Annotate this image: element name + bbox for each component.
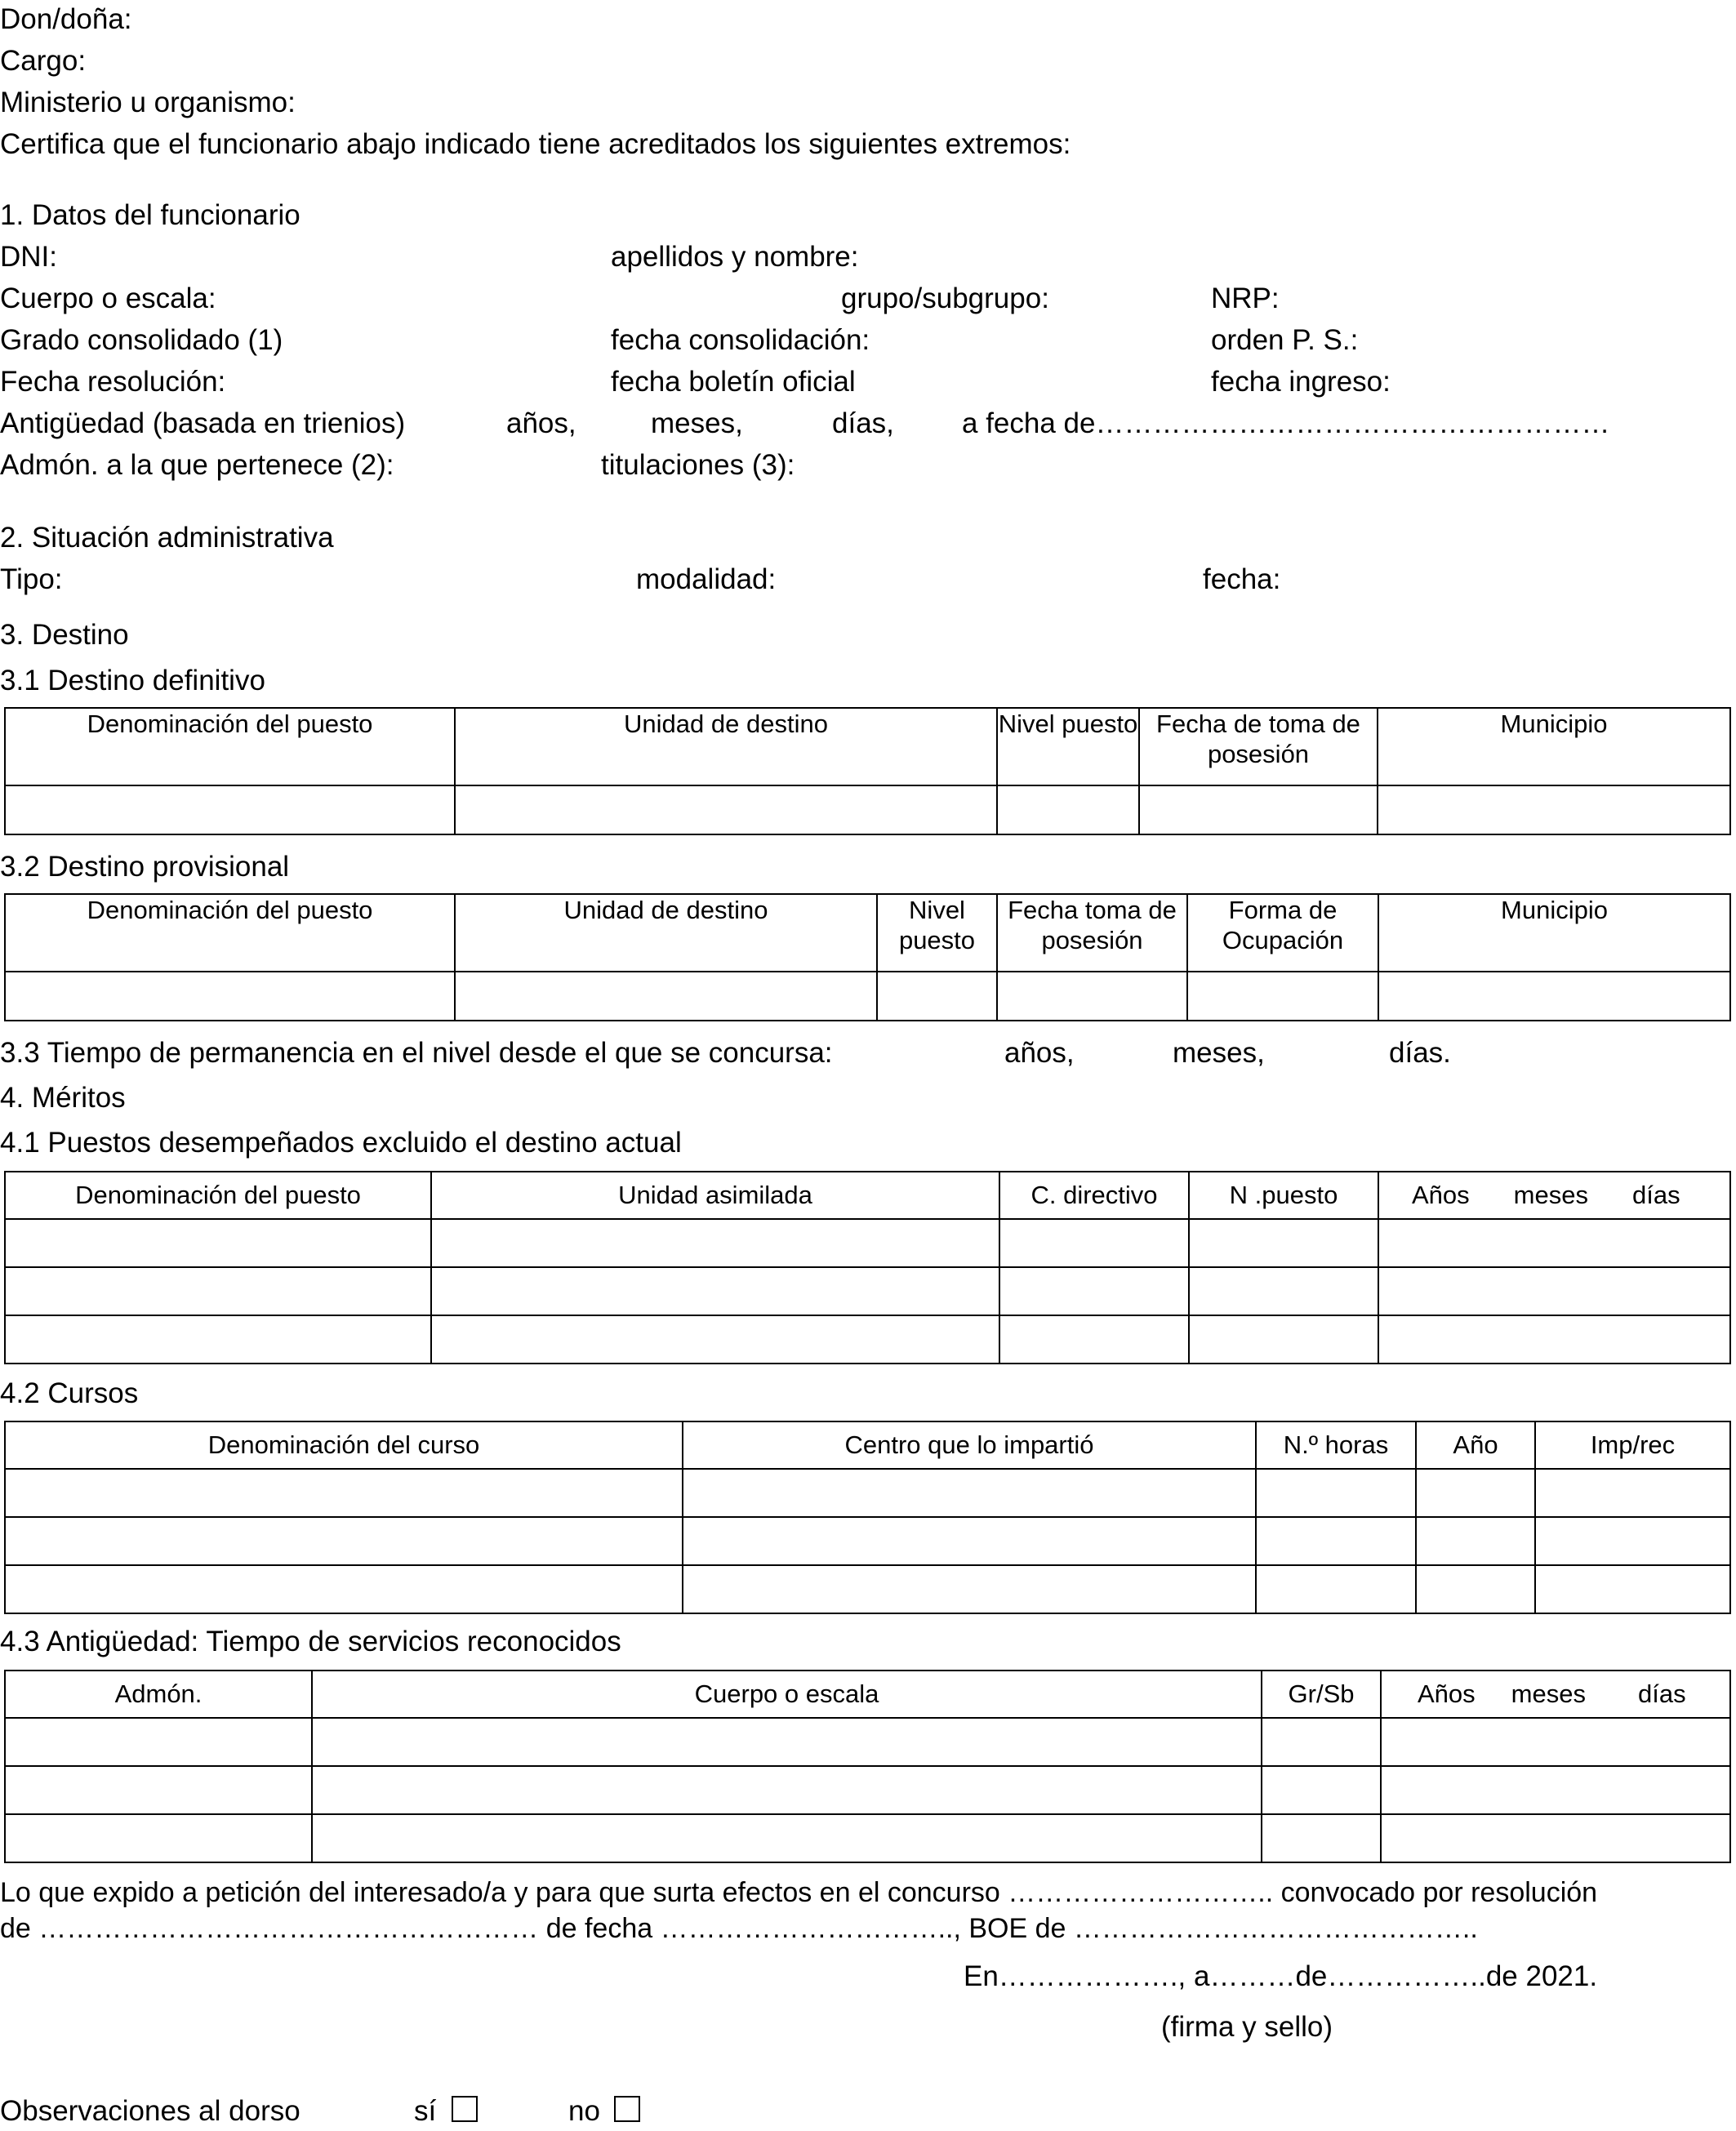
- column-header: Imp/rec: [1535, 1421, 1730, 1469]
- section-3-2-title: 3.2 Destino provisional: [0, 851, 290, 883]
- table-cell[interactable]: [999, 1219, 1189, 1267]
- column-header: N .puesto: [1189, 1172, 1378, 1219]
- section-1-title: 1. Datos del funcionario: [0, 199, 300, 231]
- column-header: Año: [1416, 1421, 1535, 1469]
- table-row: [5, 1219, 1730, 1267]
- table-cell[interactable]: [1256, 1517, 1416, 1565]
- section-4-title: 4. Méritos: [0, 1082, 126, 1114]
- table-cell[interactable]: [1416, 1469, 1535, 1517]
- table-cell[interactable]: [5, 972, 455, 1021]
- table-cell[interactable]: [1189, 1315, 1378, 1364]
- table-cell[interactable]: [1535, 1565, 1730, 1613]
- table-cell[interactable]: [997, 972, 1187, 1021]
- table-cell[interactable]: [5, 1814, 312, 1862]
- table-cell[interactable]: [1378, 785, 1730, 834]
- fecha-ingreso-label: fecha ingreso:: [1211, 366, 1391, 398]
- months-header: meses: [1511, 1679, 1586, 1709]
- table-cell[interactable]: [1381, 1766, 1730, 1814]
- table-cell[interactable]: [1262, 1814, 1381, 1862]
- column-header: Cuerpo o escala: [312, 1671, 1262, 1718]
- table-cell[interactable]: [1139, 785, 1378, 834]
- column-header: Admón.: [5, 1671, 312, 1718]
- fecha-resolucion-label: Fecha resolución:: [0, 366, 226, 398]
- table-cell[interactable]: [683, 1565, 1256, 1613]
- orden-label: orden P. S.:: [1211, 324, 1359, 356]
- years-header: Años: [1412, 1181, 1470, 1210]
- column-header: Unidad de destino: [455, 894, 877, 972]
- cargo-label: Cargo:: [0, 45, 87, 77]
- table-cell[interactable]: [1378, 1315, 1730, 1364]
- column-header: C. directivo: [999, 1172, 1189, 1219]
- column-header: Nivel puesto: [877, 894, 997, 972]
- column-header: Municipio: [1378, 708, 1730, 785]
- ministerio-label: Ministerio u organismo:: [0, 87, 296, 118]
- days-header: días: [1631, 1181, 1680, 1210]
- footer-line-2: de ……………………………………………… de fecha ………………………….., BOE de ……………………………………..: [0, 1913, 1478, 1944]
- table-cell[interactable]: [1189, 1219, 1378, 1267]
- table-cell[interactable]: [5, 1718, 312, 1766]
- observaciones-label: Observaciones al dorso: [0, 2095, 300, 2127]
- dni-label: DNI:: [0, 241, 57, 273]
- table-cell[interactable]: [5, 1219, 431, 1267]
- antiguedad-meses: meses,: [651, 407, 743, 439]
- cuerpo-label: Cuerpo o escala:: [0, 283, 216, 314]
- table-header-row: [5, 894, 1730, 972]
- footer-line-1: Lo que expido a petición del interesado/a y para que surta efectos en el concurso ……………………….. convocado por resolución: [0, 1877, 1598, 1908]
- section-4-3-title: 4.3 Antigüedad: Tiempo de servicios reconocidos: [0, 1626, 621, 1657]
- table-header-row: [5, 1421, 1730, 1469]
- table-cell[interactable]: [1256, 1565, 1416, 1613]
- table-antiguedad: [4, 1670, 1731, 1863]
- permanencia-meses: meses,: [1173, 1037, 1265, 1069]
- nrp-label: NRP:: [1211, 283, 1280, 314]
- table-cell[interactable]: [455, 972, 877, 1021]
- table-cell[interactable]: [1256, 1469, 1416, 1517]
- table-destino-provisional: [4, 893, 1731, 1021]
- table-cell[interactable]: [431, 1315, 999, 1364]
- table-cell[interactable]: [999, 1267, 1189, 1315]
- table-cell[interactable]: [312, 1814, 1262, 1862]
- table-cell[interactable]: [1416, 1565, 1535, 1613]
- table-cell[interactable]: [5, 1766, 312, 1814]
- table-cell[interactable]: [1378, 1219, 1730, 1267]
- antiguedad-anos: años,: [506, 407, 576, 439]
- table-cell[interactable]: [455, 785, 997, 834]
- apellidos-label: apellidos y nombre:: [611, 241, 859, 273]
- days-header: días: [1637, 1679, 1686, 1709]
- column-header: Unidad de destino: [455, 708, 997, 785]
- table-cell[interactable]: [1189, 1267, 1378, 1315]
- column-header: Denominación del puesto: [5, 1172, 431, 1219]
- table-cell[interactable]: [1535, 1469, 1730, 1517]
- table-cursos: [4, 1421, 1731, 1614]
- table-cell[interactable]: [5, 1469, 683, 1517]
- table-cell[interactable]: [1187, 972, 1378, 1021]
- column-header-years-months-days: [1378, 1172, 1730, 1219]
- table-cell[interactable]: [5, 1267, 431, 1315]
- no-checkbox[interactable]: [614, 2096, 640, 2122]
- section-3-title: 3. Destino: [0, 619, 129, 651]
- permanencia-label: 3.3 Tiempo de permanencia en el nivel desde el que se concursa:: [0, 1037, 833, 1069]
- table-row: [5, 1718, 1730, 1766]
- no-label: no: [568, 2095, 600, 2127]
- column-header: Municipio: [1378, 894, 1730, 972]
- antiguedad-label: Antigüedad (basada en trienios): [0, 407, 406, 439]
- table-cell[interactable]: [5, 1315, 431, 1364]
- months-header: meses: [1513, 1181, 1588, 1210]
- section-2-title: 2. Situación administrativa: [0, 522, 334, 554]
- column-header: Nivel puesto: [997, 708, 1139, 785]
- table-row: [5, 1267, 1730, 1315]
- section-4-1-title: 4.1 Puestos desempeñados excluido el destino actual: [0, 1127, 682, 1159]
- column-header: Fecha de toma de posesión: [1139, 708, 1378, 785]
- table-cell[interactable]: [431, 1219, 999, 1267]
- si-checkbox[interactable]: [452, 2096, 478, 2122]
- table-row: [5, 1315, 1730, 1364]
- table-header-row: [5, 708, 1730, 785]
- table-cell[interactable]: [1262, 1718, 1381, 1766]
- antiguedad-dias: días,: [832, 407, 894, 439]
- column-header: Denominación del curso: [5, 1421, 683, 1469]
- table-row: [5, 1517, 1730, 1565]
- years-header: Años: [1418, 1679, 1476, 1709]
- table-cell[interactable]: [5, 785, 455, 834]
- table-cell[interactable]: [999, 1315, 1189, 1364]
- table-cell[interactable]: [1381, 1814, 1730, 1862]
- column-header-years-months-days: [1381, 1671, 1730, 1718]
- titulaciones-label: titulaciones (3):: [601, 449, 795, 481]
- table-header-row: [5, 1172, 1730, 1219]
- table-destino-definitivo: [4, 707, 1731, 835]
- table-cell[interactable]: [877, 972, 997, 1021]
- table-cell[interactable]: [1378, 972, 1730, 1021]
- column-header: Forma de Ocupación: [1187, 894, 1378, 972]
- table-cell[interactable]: [683, 1469, 1256, 1517]
- table-row: [5, 1469, 1730, 1517]
- fecha-boletin-label: fecha boletín oficial: [611, 366, 856, 398]
- table-row: [5, 1814, 1730, 1862]
- column-header: Unidad asimilada: [431, 1172, 999, 1219]
- table-cell[interactable]: [1378, 1267, 1730, 1315]
- table-cell[interactable]: [431, 1267, 999, 1315]
- section-4-2-title: 4.2 Cursos: [0, 1377, 139, 1409]
- table-cell[interactable]: [312, 1766, 1262, 1814]
- permanencia-anos: años,: [1004, 1037, 1075, 1069]
- column-header: Denominación del puesto: [5, 708, 455, 785]
- table-cell[interactable]: [1416, 1517, 1535, 1565]
- tipo-label: Tipo:: [0, 563, 63, 595]
- table-cell[interactable]: [5, 1565, 683, 1613]
- column-header: Gr/Sb: [1262, 1671, 1381, 1718]
- si-label: sí: [414, 2095, 437, 2127]
- modalidad-label: modalidad:: [636, 563, 777, 595]
- column-header: Denominación del puesto: [5, 894, 455, 972]
- column-header: N.º horas: [1256, 1421, 1416, 1469]
- signature-label: (firma y sello): [1161, 2011, 1333, 2043]
- table-row: [5, 972, 1730, 1021]
- situacion-fecha-label: fecha:: [1203, 563, 1281, 595]
- place-date-line: En………………., a………de……………..de 2021.: [964, 1960, 1598, 1992]
- table-cell[interactable]: [1381, 1718, 1730, 1766]
- column-header: Fecha toma de posesión: [997, 894, 1187, 972]
- column-header: Centro que lo impartió: [683, 1421, 1256, 1469]
- table-cell[interactable]: [1535, 1517, 1730, 1565]
- table-row: [5, 1565, 1730, 1613]
- antiguedad-a-fecha: a fecha de………………………………………………: [962, 407, 1610, 439]
- table-cell[interactable]: [312, 1718, 1262, 1766]
- grupo-label: grupo/subgrupo:: [841, 283, 1049, 314]
- table-row: [5, 785, 1730, 834]
- grado-label: Grado consolidado (1): [0, 324, 283, 356]
- fecha-consolidacion-label: fecha consolidación:: [611, 324, 870, 356]
- table-cell[interactable]: [5, 1517, 683, 1565]
- certifica-text: Certifica que el funcionario abajo indicado tiene acreditados los siguientes extremos:: [0, 128, 1071, 160]
- table-header-row: [5, 1671, 1730, 1718]
- admon-label: Admón. a la que pertenece (2):: [0, 449, 394, 481]
- table-cell[interactable]: [683, 1517, 1256, 1565]
- table-row: [5, 1766, 1730, 1814]
- section-3-1-title: 3.1 Destino definitivo: [0, 665, 265, 696]
- permanencia-dias: días.: [1389, 1037, 1451, 1069]
- don-label: Don/doña:: [0, 3, 132, 35]
- table-cell[interactable]: [1262, 1766, 1381, 1814]
- table-cell[interactable]: [997, 785, 1139, 834]
- table-puestos-desempenados: [4, 1171, 1731, 1364]
